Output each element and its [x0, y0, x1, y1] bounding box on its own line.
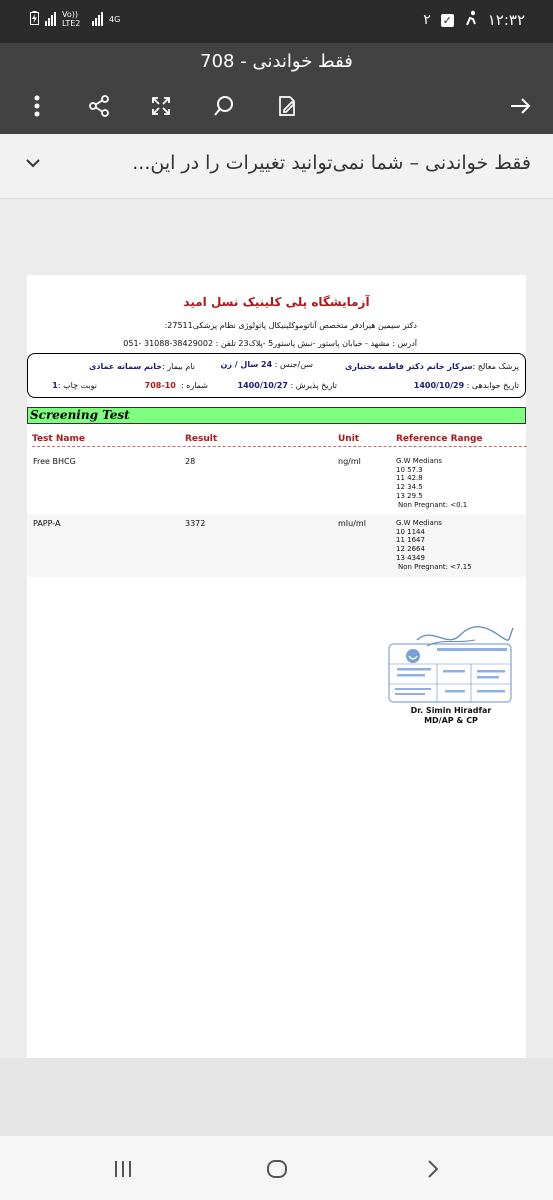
test-unit: ng/ml	[338, 457, 361, 466]
age-sex-field: سن/جنس : 24 سال / زن	[220, 360, 313, 369]
more-icon[interactable]	[22, 91, 52, 121]
reference-range: G.W Medians 10 57.3 11 42.8 12 34.5 13 29.5 Non Pregnant: <0.1	[396, 457, 468, 509]
document-title: 708 - فقط خواندنی	[200, 51, 353, 72]
doctor-line: دکتر سیمین هیرادفر متخصص آناتوموکلینیکال پاتولوژی نظام پزشکی27511:	[164, 321, 417, 330]
recent-apps-icon[interactable]	[108, 1154, 138, 1184]
clinic-stamp-image	[387, 618, 515, 704]
network-type: 4G	[109, 14, 121, 24]
network-label: Vo)) LTE2	[62, 10, 81, 28]
signature-title: MD/AP & CP	[424, 716, 478, 725]
col-unit: Unit	[338, 434, 360, 444]
number-field: شماره : 10-708	[144, 381, 208, 390]
lab-name: آزمایشگاه پلی کلینیک نسل امید	[183, 295, 370, 309]
col-reference: Reference Range	[396, 434, 483, 444]
read-only-message: فقط خواندنی – شما نمی‌توانید تغییرات را در این...	[132, 152, 531, 174]
search-icon[interactable]	[209, 91, 239, 121]
drag-icon	[464, 10, 478, 30]
reference-range: G.W Medians 10 1144 11 1647 12 2664 13 4349 Non Pregnant: <7.15	[396, 519, 472, 571]
check-icon: ✓	[442, 13, 452, 27]
test-result: 3372	[185, 519, 206, 528]
patient-name-field: نام بیمار :خانم سمانه عمادی	[89, 362, 195, 371]
document-viewer-background	[0, 1058, 553, 1136]
chevron-down-icon[interactable]	[24, 154, 42, 176]
read-only-banner[interactable]	[0, 134, 553, 199]
admit-date-field: تاریخ پذیرش : 1400/10/27	[237, 381, 337, 390]
test-unit: mIu/ml	[338, 519, 366, 528]
battery-charging-icon	[30, 11, 39, 28]
section-title: Screening Test	[30, 408, 130, 422]
signal-icon	[45, 12, 56, 26]
app-toolbar	[0, 43, 553, 134]
print-turn-field: نوبت چاپ :1	[52, 381, 97, 390]
back-arrow-icon[interactable]	[505, 91, 535, 121]
section-header	[27, 407, 526, 424]
col-result: Result	[185, 434, 218, 444]
system-nav-bar	[0, 1136, 553, 1200]
edit-icon[interactable]	[272, 91, 302, 121]
notification-count: ۲	[423, 12, 431, 28]
fullscreen-icon[interactable]	[146, 91, 176, 121]
address-line: آدرس : مشهد - خیابان پاستور -نبش پاستور5 -پلاک23 تلفن : 38429002-31088 -051	[123, 339, 417, 348]
test-name: Free BHCG	[33, 457, 76, 466]
table-row	[27, 514, 526, 577]
home-icon[interactable]	[262, 1154, 292, 1184]
test-result: 28	[185, 457, 196, 466]
patient-info-box	[27, 353, 526, 398]
answer-date-field: تاریخ جوابدهی : 1400/10/29	[413, 381, 519, 390]
document-page[interactable]	[27, 275, 526, 1058]
physician-field: پزشک معالج :سرکار خانم دکتر فاطمه بختیاری	[345, 362, 519, 371]
clock: ۱۲:۳۲	[487, 11, 525, 29]
signal-icon-2	[92, 12, 103, 26]
signature-name: Dr. Simin Hiradfar	[410, 706, 492, 715]
header-divider	[32, 446, 527, 447]
table-row	[27, 452, 526, 512]
col-test-name: Test Name	[32, 434, 85, 444]
test-name: PAPP-A	[33, 519, 61, 528]
share-icon[interactable]	[84, 91, 114, 121]
status-bar	[0, 0, 553, 43]
back-icon[interactable]	[418, 1154, 448, 1184]
